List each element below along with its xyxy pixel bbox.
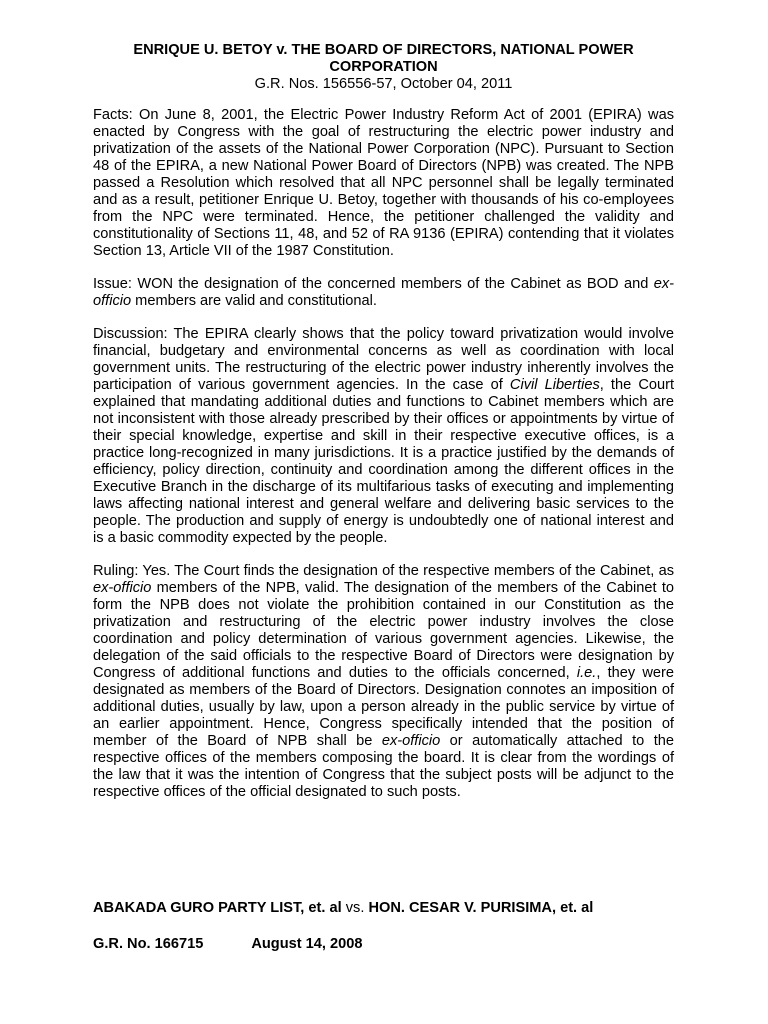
ruling-text-4: or automatically attached to the respective offices of the members composing the board. It is clear from the wordings of the law that it was the intention of Congress that the subject posts will be adjunct to the respective offices of the official designated to such posts. [93, 733, 674, 800]
issue-text-2: members are valid and constitutional. [131, 293, 377, 309]
ruling-italic-2: i.e. [576, 665, 597, 681]
second-case-gr-no: G.R. No. 166715 [93, 936, 204, 952]
case-citation: G.R. Nos. 156556-57, October 04, 2011 [254, 76, 513, 92]
discussion-text-1: Discussion: The EPIRA clearly shows that the policy toward privatization would involve financial, budgetary and environmental concerns as well as coordination with local government units. The restructuring of the electric power industry inherently involves the participation of various government agencies. In the case of [93, 326, 674, 393]
second-case-party-2: HON. CESAR V. PURISIMA, et. al [368, 900, 594, 916]
second-case-date: August 14, 2008 [251, 936, 363, 952]
discussion-paragraph [93, 326, 674, 547]
ruling-paragraph [93, 563, 674, 801]
issue-text-1: Issue: WON the designation of the concerned members of the Cabinet as BOD and [93, 276, 654, 292]
facts-paragraph: Facts: On June 8, 2001, the Electric Power Industry Reform Act of 2001 (EPIRA) was enacted by Congress with the goal of restructuring the electric power industry and privatization of the assets of the National Power Corporation (NPC). Pursuant to Section 48 of the EPIRA, a new National Power Board of Directors (NPB) was created. The NPB passed a Resolution which resolved that all NPC personnel shall be legally terminated and as a result, petitioner Enrique U. Betoy, together with thousands of his co-employees from the NPC were terminated. Hence, the petitioner challenged the validity and constitutionality of Sections 11, 48, and 52 of RA 9136 (EPIRA) contending that it violates Section 13, Article VII of the 1987 Constitution. [93, 107, 674, 259]
second-case-citation [93, 936, 674, 953]
case-title: ENRIQUE U. BETOY v. THE BOARD OF DIRECTORS, NATIONAL POWER CORPORATION [133, 42, 634, 75]
ruling-italic-3: ex-officio [381, 733, 441, 749]
second-case-party-1: ABAKADA GURO PARTY LIST, et. al [93, 900, 342, 916]
discussion-italic: Civil Liberties [509, 377, 600, 393]
second-case-vs: vs. [345, 900, 365, 916]
issue-paragraph [93, 276, 674, 310]
ruling-text-1: Ruling: Yes. The Court finds the designation of the respective members of the Cabinet, as [93, 563, 674, 579]
second-case-title [93, 900, 674, 917]
ruling-text-3: , they were designated as members of the Board of Directors. Designation connotes an imposition of additional duties, usually by law, upon a person already in the public service by virtue of an earlier appointment. Hence, Congress specifically intended that the position of member of the Board of NPB shall be [93, 665, 674, 749]
ruling-text-2: members of the NPB, valid. The designation of the members of the Cabinet to form the NPB does not violate the prohibition contained in our Constitution as the privatization and restructuring of the electric power industry involves the close coordination and policy determination of various government agencies. Likewise, the delegation of the said officials to the respective Board of Directors were designation by Congress of additional functions and duties to the officials concerned, [93, 580, 674, 681]
issue-italic: ex-officio [93, 276, 674, 309]
discussion-text-2: , the Court explained that mandating additional duties and functions to Cabinet members which are not inconsistent with those already prescribed by their offices or appointments by virtue of their special knowledge, expertise and skill in their respective executive offices, is a practice long-recognized in many jurisdictions. It is a practice justified by the demands of efficiency, policy direction, continuity and coordination among the different offices in the Executive Branch in the discharge of its multifarious tasks of executing and implementing laws affecting national interest and general welfare and delivering basic services to the people. The production and supply of energy is undoubtedly one of national interest and is a basic commodity expected by the people. [93, 377, 674, 546]
document-body [93, 42, 674, 817]
ruling-italic-1: ex-officio [93, 580, 152, 596]
